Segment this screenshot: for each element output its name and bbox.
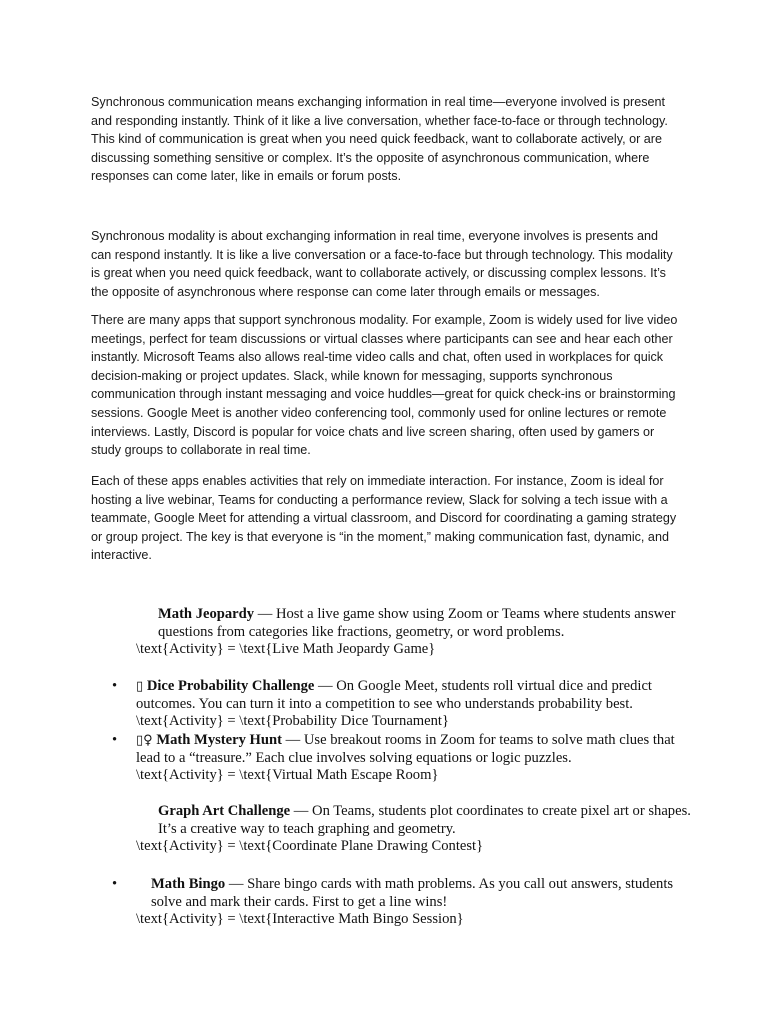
- bullet-marker: •: [112, 876, 118, 892]
- activity-description: — Share bingo cards with math problems. As you call out answers, students solve and mark their cards. First to get a line wins!: [151, 876, 674, 910]
- activity-math-bingo: [136, 876, 696, 929]
- activity-math-mystery-hunt: [136, 732, 696, 785]
- paragraph-synchronous-modality: Synchronous modality is about exchanging information in real time, everyone involves is presents and can respond instantly. It is like a live conversation or a face-to-face but through technology. This modality is great when you need quick feedback, want to collaborate actively, or discussing complex lessons. It’s the opposite of asynchronous where response can come later through emails or messages.: [91, 229, 673, 299]
- activity-title: Math Bingo: [151, 876, 226, 892]
- paragraph-synchronous-communication: Synchronous communication means exchanging information in real time—everyone involved is present and responding instantly. Think of it like a live conversation, whether face-to-face or through technology. This kind of communication is great when you need quick feedback, want to collaborate actively, or are discussing something sensitive or complex. It’s the opposite of asynchronous communication, where responses can come later, like in emails or forum posts.: [91, 95, 668, 184]
- activity-formula: \text{Activity} = \text{Virtual Math Escape Room}: [136, 767, 439, 784]
- paragraph-apps: There are many apps that support synchronous modality. For example, Zoom is widely used for live video meetings, perfect for team discussions or virtual classes where participants can see and hear each other instantly. Microsoft Teams also allows real-time video calls and chat, often used in workplaces for quick decision-making or project updates. Slack, while known for messaging, supports synchronous communication through instant messaging and voice huddles—great for quick check-ins or brainstorming sessions. Google Meet is another video conferencing tool, commonly used for online lectures or remote interviews. Lastly, Discord is popular for voice chats and live screen sharing, often used by gamers or study groups to collaborate in real time.: [91, 313, 678, 458]
- paragraph-activities-intro: Each of these apps enables activities that rely on immediate interaction. For instance, Zoom is ideal for hosting a live webinar, Teams for conducting a performance review, Slack for solving a tech issue with a teammate, Google Meet for attending a virtual classroom, and Discord for coordinating a gaming strategy or group project. The key is that everyone is “in the moment,” making communication fast, dynamic, and interactive.: [91, 474, 677, 563]
- activity-math-jeopardy: [136, 606, 696, 659]
- activity-description: — Use breakout rooms in Zoom for teams to solve math clues that lead to a “treasure.” Each clue involves solving equations or logic puzzles.: [136, 732, 675, 766]
- activity-formula: \text{Activity} = \text{Live Math Jeopardy Game}: [136, 641, 436, 658]
- activity-title: Graph Art Challenge: [158, 803, 291, 819]
- activity-formula: \text{Activity} = \text{Probability Dice Tournament}: [136, 713, 449, 730]
- activity-formula: \text{Activity} = \text{Interactive Math Bingo Session}: [136, 911, 464, 928]
- activity-title: Dice Probability Challenge: [146, 678, 315, 694]
- bullet-marker: •: [112, 678, 118, 694]
- activity-description: — On Google Meet, students roll virtual dice and predict outcomes. You can turn it into a competition to see who understands probability best.: [136, 678, 652, 712]
- activity-description: — On Teams, students plot coordinates to create pixel art or shapes. It’s a creative way to teach graphing and geometry.: [158, 803, 691, 837]
- activity-description: — Host a live game show using Zoom or Teams where students answer questions from categories like fractions, geometry, or word problems.: [158, 606, 676, 640]
- activity-graph-art: [136, 803, 696, 856]
- activity-title: Math Jeopardy: [158, 606, 255, 622]
- activity-formula: \text{Activity} = \text{Coordinate Plane Drawing Contest}: [136, 838, 484, 855]
- activity-title: Math Mystery Hunt: [156, 732, 282, 748]
- activity-dice-probability: [136, 678, 696, 731]
- detective-icon: ▯♀: [136, 733, 153, 748]
- dice-icon: ▯: [136, 679, 144, 694]
- bullet-marker: •: [112, 732, 118, 748]
